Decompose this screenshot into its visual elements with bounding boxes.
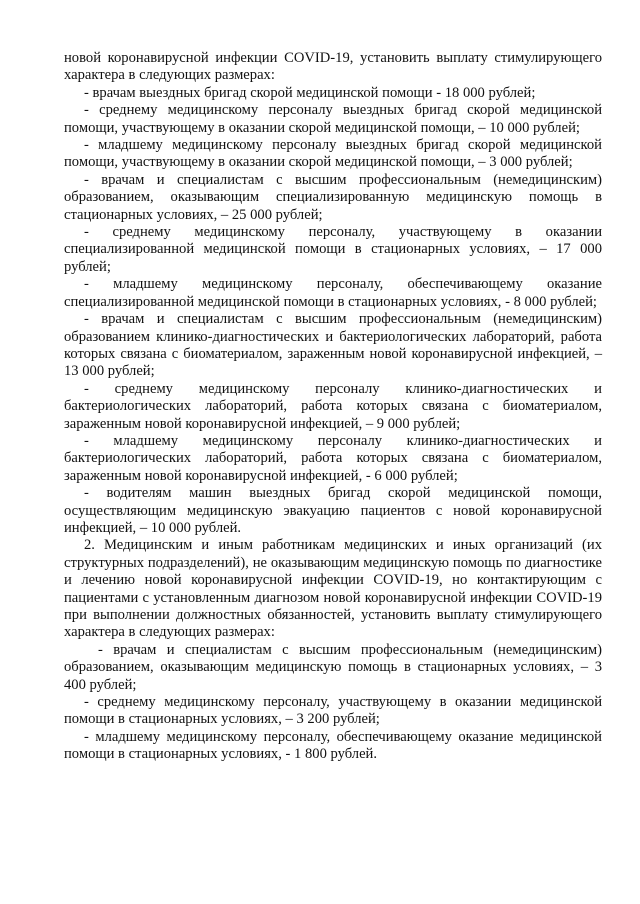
list-item-inpatient-doctors: - врачам и специалистам с высшим профессиональным (немедицинским) образованием, оказывающим специализированную медицинскую помощь в стационарных условиях, – 25 000 рублей; <box>64 171 602 223</box>
list-item-ambulance-junior-staff: - младшему медицинскому персоналу выездных бригад скорой медицинской помощи, участвующему в оказании скорой медицинской помощи, – 3 000 рублей; <box>64 137 602 171</box>
list-item-lab-junior-staff: - младшему медицинскому персоналу клинико-диагностических и бактериологических лабораторий, работа которых связана с биоматериалом, зараженным новой коронавирусной инфекцией, - 6 000 рублей; <box>64 432 602 484</box>
list-item-contact-junior-staff: - младшему медицинскому персоналу, обеспечивающему оказание медицинской помощи в стационарных условиях, - 1 800 рублей. <box>64 728 602 763</box>
paragraph-intro: новой коронавирусной инфекции COVID-19, установить выплату стимулирующего характера в следующих размерах: <box>64 50 602 84</box>
list-item-contact-mid-staff: - среднему медицинскому персоналу, участвующему в оказании медицинской помощи в стационарных условиях, – 3 200 рублей; <box>64 694 602 728</box>
list-item-inpatient-mid-staff: - среднему медицинскому персоналу, участвующему в оказании специализированной медицинской помощи в стационарных условиях, – 17 000 рублей; <box>64 224 602 275</box>
list-item-inpatient-junior-staff: - младшему медицинскому персоналу, обеспечивающему оказание специализированной медицинской помощи в стационарных условиях, - 8 000 рублей; <box>64 276 602 310</box>
list-item-contact-doctors: - врачам и специалистам с высшим профессиональным (немедицинским) образованием, оказывающим медицинскую помощь в стационарных условиях, – 3 400 рублей; <box>64 641 602 693</box>
list-item-lab-doctors: - врачам и специалистам с высшим профессиональным (немедицинским) образованием клинико-диагностических и бактериологических лабораторий, работа которых связана с биоматериалом, зараженным новой коронавирусной инфекцией, – 13 000 рублей; <box>64 311 602 380</box>
paragraph-section-2: 2. Медицинским и иным работникам медицинских и иных организаций (их структурных подразделений), не оказывающим медицинскую помощь по диагностике и лечению новой коронавирусной инфекции COVID-19, но контактирующим с пациентами с установленным диагнозом новой коронавирусной инфекции COVID-19 при выполнении должностных обязанностей, установить выплату стимулирующего характера в следующих размерах: <box>64 537 602 641</box>
list-item-ambulance-mid-staff: - среднему медицинскому персоналу выездных бригад скорой медицинской помощи, участвующему в оказании скорой медицинской помощи, – 10 000 рублей; <box>64 102 602 136</box>
list-item-ambulance-drivers: - водителям машин выездных бригад скорой медицинской помощи, осуществляющим медицинскую эвакуацию пациентов с новой коронавирусной инфекцией, – 10 000 рублей. <box>64 485 602 536</box>
list-item-lab-mid-staff: - среднему медицинскому персоналу клинико-диагностических и бактериологических лабораторий, работа которых связана с биоматериалом, зараженным новой коронавирусной инфекцией, – 9 000 рублей; <box>64 380 602 432</box>
list-item-ambulance-doctors: - врачам выездных бригад скорой медицинской помощи - 18 000 рублей; <box>84 84 536 101</box>
